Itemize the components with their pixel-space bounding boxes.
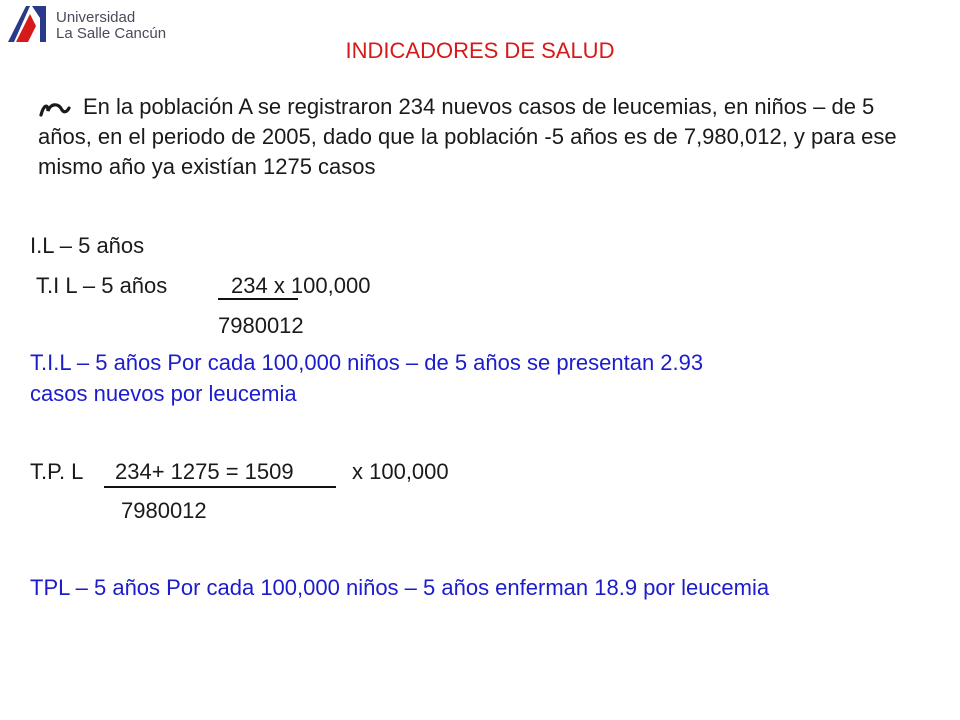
incidence-fraction-bar [218,298,298,300]
university-name-line2: La Salle Cancún [56,25,167,42]
university-name-line1: Universidad [56,9,136,26]
incidence-formula-label: T.I L – 5 años [36,273,168,298]
incidence-denominator: 7980012 [218,313,304,338]
prevalence-numerator: 234+ 1275 = 1509 [115,459,294,484]
page-title: INDICADORES DE SALUD [345,38,615,63]
prevalence-formula-label: T.P. L [30,459,84,484]
incidence-numerator: 234 x 100,000 [231,273,371,298]
prevalence-denominator: 7980012 [121,498,207,523]
incidence-result-line1: T.I.L – 5 años Por cada 100,000 niños – de 5 años se presentan 2.93 [30,350,704,375]
problem-statement: En la población A se registraron 234 nuevos casos de leucemias, en niños – de 5 años, en el periodo de 2005, dado que la población -5 años es de 7,980,012, y para ese mismo año ya existían 1275 casos [38,94,897,179]
incidence-result-line2: casos nuevos por leucemia [30,381,297,406]
prevalence-result: TPL – 5 años Por cada 100,000 niños – 5 años enferman 18.9 por leucemia [30,575,770,600]
incidence-heading: I.L – 5 años [30,233,145,258]
prevalence-fraction-bar [104,486,336,488]
prevalence-multiplier: x 100,000 [352,459,449,484]
